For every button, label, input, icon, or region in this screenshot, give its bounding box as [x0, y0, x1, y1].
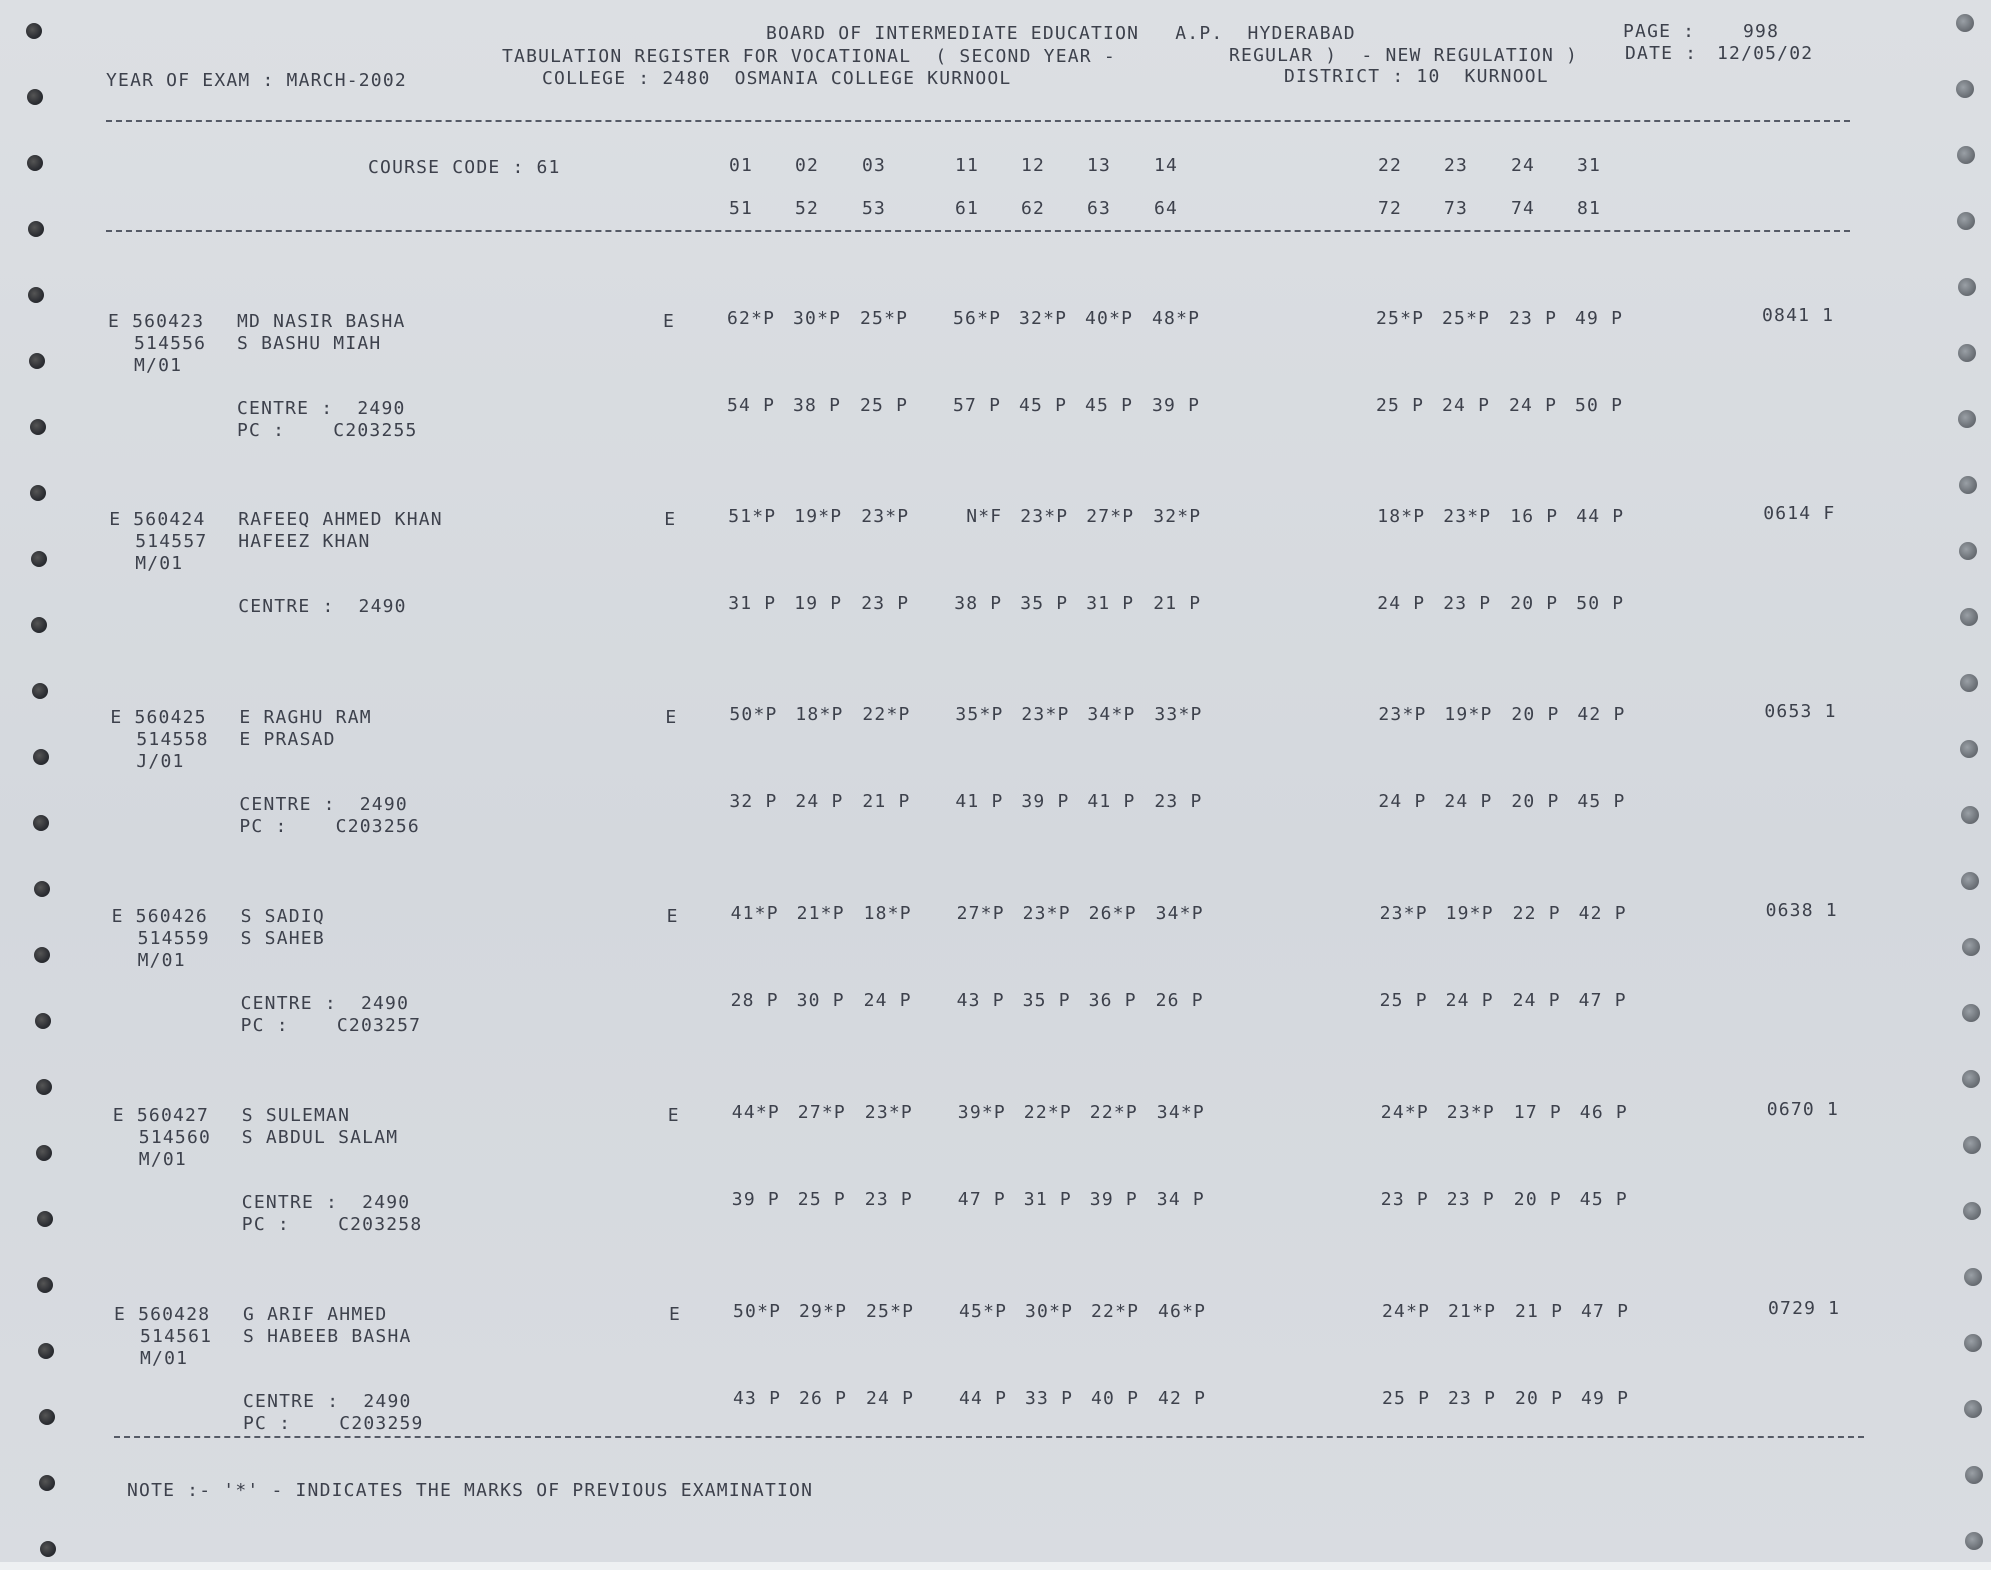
- board-title: BOARD OF INTERMEDIATE EDUCATION A.P. HYDERABAD: [766, 23, 1356, 44]
- father-name: S SAHEB: [240, 928, 325, 949]
- feed-hole: [29, 353, 45, 369]
- centre-code: CENTRE : 2490: [237, 398, 406, 419]
- feed-hole: [1964, 1400, 1982, 1418]
- result-total: 0841 1: [1762, 305, 1835, 326]
- subject-code: 11: [955, 155, 980, 176]
- result-total: 0638 1: [1765, 900, 1838, 921]
- second-year-mark: 54 P: [727, 395, 776, 416]
- second-year-mark: 57 P: [953, 395, 1002, 416]
- second-year-mark: 24 P: [795, 791, 844, 812]
- first-year-mark: 24*P: [1380, 1102, 1429, 1123]
- medium: E: [663, 311, 676, 332]
- second-year-mark: 21 P: [1153, 593, 1202, 614]
- year-of-exam: YEAR OF EXAM : MARCH-2002: [106, 70, 407, 91]
- feed-hole: [37, 1211, 53, 1227]
- first-year-mark: 30*P: [793, 308, 842, 329]
- second-year-mark: 31 P: [1086, 593, 1135, 614]
- first-year-mark: 25*P: [860, 308, 909, 329]
- second-year-mark: 38 P: [793, 395, 842, 416]
- first-year-mark: N*F: [954, 506, 1003, 527]
- date-label: DATE :: [1625, 43, 1698, 64]
- second-year-mark: 50 P: [1575, 395, 1624, 416]
- second-year-mark: 41 P: [955, 791, 1004, 812]
- first-year-mark: 50*P: [729, 704, 778, 725]
- footnote: NOTE :- '*' - INDICATES THE MARKS OF PREVIOUS EXAMINATION: [127, 1480, 814, 1501]
- paper-edge: [0, 1562, 1991, 1570]
- centre-code: CENTRE : 2490: [243, 1391, 412, 1412]
- second-year-mark: 33 P: [1025, 1388, 1074, 1409]
- second-year-mark: 24 P: [1444, 791, 1493, 812]
- group-code: J/01: [136, 751, 185, 772]
- second-year-mark: 44 P: [959, 1388, 1008, 1409]
- course-code: COURSE CODE : 61: [368, 157, 561, 178]
- feed-hole: [31, 551, 47, 567]
- feed-hole: [1964, 1268, 1982, 1286]
- pc-number: PC : C203257: [240, 1015, 422, 1036]
- feed-hole: [1964, 1334, 1982, 1352]
- register-title: TABULATION REGISTER FOR VOCATIONAL ( SECOND YEAR -: [502, 46, 1116, 67]
- medium: E: [669, 1304, 682, 1325]
- second-year-mark: 45 P: [1577, 791, 1626, 812]
- first-year-mark: 23*P: [1022, 903, 1071, 924]
- father-name: E PRASAD: [239, 729, 336, 750]
- first-year-mark: 49 P: [1575, 308, 1624, 329]
- second-year-mark: 24 P: [1445, 990, 1494, 1011]
- subject-code: 31: [1577, 155, 1602, 176]
- subject-code: 24: [1511, 155, 1536, 176]
- second-year-mark: 45 P: [1579, 1189, 1628, 1210]
- first-year-mark: 21 P: [1515, 1301, 1564, 1322]
- first-year-mark: 34*P: [1087, 704, 1136, 725]
- first-year-mark: 46 P: [1579, 1102, 1628, 1123]
- first-year-mark: 22*P: [1089, 1102, 1138, 1123]
- subject-code: 13: [1087, 155, 1112, 176]
- second-year-mark: 24 P: [866, 1388, 915, 1409]
- first-year-mark: 62*P: [727, 308, 776, 329]
- first-year-mark: 45*P: [959, 1301, 1008, 1322]
- second-year-mark: 24 P: [1512, 990, 1561, 1011]
- feed-hole: [31, 617, 47, 633]
- result-total: 0670 1: [1766, 1099, 1840, 1120]
- feed-hole: [1960, 674, 1978, 692]
- second-year-mark: 41 P: [1087, 791, 1136, 812]
- first-year-mark: 34*P: [1155, 903, 1204, 924]
- feed-hole: [1956, 80, 1974, 98]
- second-year-mark: 25 P: [860, 395, 909, 416]
- feed-hole: [34, 881, 50, 897]
- second-year-mark: 39 P: [1089, 1189, 1138, 1210]
- medium: E: [664, 509, 677, 530]
- first-year-mark: 42 P: [1578, 903, 1627, 924]
- first-year-mark: 23*P: [861, 506, 910, 527]
- second-year-mark: 23 P: [1448, 1388, 1497, 1409]
- second-year-mark: 47 P: [1578, 990, 1627, 1011]
- second-year-mark: 28 P: [730, 990, 779, 1011]
- first-year-mark: 23*P: [1446, 1102, 1495, 1123]
- second-year-mark: 19 P: [794, 593, 843, 614]
- subject-code: 12: [1021, 155, 1046, 176]
- subject-code: 23: [1444, 155, 1469, 176]
- hall-ticket-number: E 560427: [112, 1105, 210, 1126]
- first-year-mark: 56*P: [953, 308, 1002, 329]
- pc-number: PC : C203258: [241, 1214, 423, 1235]
- centre-code: CENTRE : 2490: [239, 794, 408, 815]
- feed-hole: [1956, 14, 1974, 32]
- result-total: 0729 1: [1768, 1298, 1841, 1319]
- result-total: 0614 F: [1763, 503, 1836, 524]
- second-year-mark: 40 P: [1091, 1388, 1140, 1409]
- second-year-mark: 49 P: [1581, 1388, 1630, 1409]
- first-year-mark: 33*P: [1154, 704, 1203, 725]
- subject-code: 14: [1154, 155, 1179, 176]
- second-year-mark: 23 P: [1446, 1189, 1495, 1210]
- subject-code: 64: [1154, 198, 1179, 219]
- first-year-mark: 40*P: [1085, 308, 1134, 329]
- second-year-mark: 25 P: [1376, 395, 1425, 416]
- first-year-mark: 48*P: [1152, 308, 1201, 329]
- candidate-name: RAFEEQ AHMED KHAN: [238, 509, 443, 530]
- pc-number: PC : C203259: [243, 1413, 424, 1434]
- subject-code: 01: [729, 155, 754, 176]
- feed-hole: [35, 1013, 51, 1029]
- feed-hole: [36, 1145, 52, 1161]
- feed-hole: [1963, 1136, 1981, 1154]
- subject-code: 03: [862, 155, 887, 176]
- pc-number: PC : C203255: [237, 420, 418, 441]
- subject-code: 22: [1378, 155, 1403, 176]
- second-year-mark: 45 P: [1019, 395, 1068, 416]
- feed-hole: [1957, 212, 1975, 230]
- second-year-mark: 34 P: [1156, 1189, 1205, 1210]
- first-year-mark: 19*P: [794, 506, 843, 527]
- second-year-mark: 30 P: [796, 990, 845, 1011]
- second-year-mark: 24 P: [863, 990, 912, 1011]
- group-code: M/01: [138, 1149, 187, 1170]
- feed-hole: [37, 1277, 53, 1293]
- first-year-mark: 21*P: [1448, 1301, 1497, 1322]
- registration-number: 514561: [140, 1326, 213, 1347]
- feed-hole: [28, 221, 44, 237]
- feed-hole: [1958, 344, 1976, 362]
- second-year-mark: 36 P: [1088, 990, 1137, 1011]
- second-year-mark: 35 P: [1022, 990, 1071, 1011]
- feed-hole: [1965, 1466, 1983, 1484]
- second-year-mark: 24 P: [1378, 791, 1427, 812]
- first-year-mark: 19*P: [1445, 903, 1494, 924]
- first-year-mark: 27*P: [1086, 506, 1135, 527]
- second-year-mark: 39 P: [1021, 791, 1070, 812]
- father-name: S ABDUL SALAM: [241, 1127, 399, 1148]
- first-year-mark: 19*P: [1444, 704, 1493, 725]
- first-year-mark: 17 P: [1513, 1102, 1562, 1123]
- result-total: 0653 1: [1764, 701, 1837, 722]
- divider-bottom: [114, 1436, 1864, 1438]
- first-year-mark: 29*P: [799, 1301, 848, 1322]
- first-year-mark: 22*P: [1091, 1301, 1140, 1322]
- subject-code: 51: [729, 198, 754, 219]
- second-year-mark: 20 P: [1511, 791, 1560, 812]
- feed-hole: [32, 683, 48, 699]
- subject-code: 63: [1087, 198, 1112, 219]
- second-year-mark: 23 P: [864, 1189, 913, 1210]
- second-year-mark: 24 P: [1509, 395, 1558, 416]
- subject-code: 52: [795, 198, 820, 219]
- candidate-name: S SADIQ: [240, 906, 325, 927]
- hall-ticket-number: E 560428: [114, 1304, 211, 1325]
- first-year-mark: 23 P: [1509, 308, 1558, 329]
- feed-hole: [39, 1475, 55, 1491]
- feed-hole: [33, 815, 49, 831]
- feed-hole: [1957, 146, 1975, 164]
- first-year-mark: 18*P: [863, 903, 912, 924]
- feed-hole: [33, 749, 49, 765]
- second-year-mark: 20 P: [1513, 1189, 1562, 1210]
- group-code: M/01: [135, 553, 184, 574]
- feed-hole: [30, 485, 46, 501]
- feed-hole: [36, 1079, 52, 1095]
- first-year-mark: 21*P: [796, 903, 845, 924]
- second-year-mark: 21 P: [862, 791, 911, 812]
- second-year-mark: 31 P: [1023, 1189, 1072, 1210]
- first-year-mark: 26*P: [1088, 903, 1137, 924]
- feed-hole: [1963, 1202, 1981, 1220]
- candidate-name: S SULEMAN: [241, 1105, 351, 1126]
- first-year-mark: 22*P: [862, 704, 911, 725]
- feed-hole: [1960, 740, 1978, 758]
- first-year-mark: 51*P: [728, 506, 777, 527]
- candidate-name: G ARIF AHMED: [243, 1304, 388, 1325]
- second-year-mark: 38 P: [954, 593, 1003, 614]
- candidate-name: E RAGHU RAM: [239, 707, 372, 728]
- feed-hole: [1961, 872, 1979, 890]
- group-code: M/01: [137, 950, 186, 971]
- first-year-mark: 32*P: [1019, 308, 1068, 329]
- second-year-mark: 43 P: [733, 1388, 782, 1409]
- hall-ticket-number: E 560424: [109, 509, 206, 530]
- feed-hole: [1958, 278, 1976, 296]
- divider-header: [106, 230, 1850, 232]
- second-year-mark: 26 P: [799, 1388, 848, 1409]
- subject-code: 61: [955, 198, 980, 219]
- first-year-mark: 35*P: [955, 704, 1004, 725]
- second-year-mark: 45 P: [1085, 395, 1134, 416]
- second-year-mark: 20 P: [1515, 1388, 1564, 1409]
- feed-hole: [1958, 410, 1976, 428]
- second-year-mark: 32 P: [729, 791, 778, 812]
- second-year-mark: 35 P: [1020, 593, 1069, 614]
- second-year-mark: 39 P: [1152, 395, 1201, 416]
- first-year-mark: 25*P: [1442, 308, 1491, 329]
- first-year-mark: 18*P: [1377, 506, 1426, 527]
- first-year-mark: 25*P: [866, 1301, 915, 1322]
- feed-hole: [39, 1409, 55, 1425]
- centre-code: CENTRE : 2490: [241, 1192, 411, 1213]
- second-year-mark: 24 P: [1377, 593, 1426, 614]
- first-year-mark: 27*P: [797, 1102, 846, 1123]
- second-year-mark: 23 P: [1443, 593, 1492, 614]
- first-year-mark: 34*P: [1156, 1102, 1205, 1123]
- second-year-mark: 23 P: [1154, 791, 1203, 812]
- second-year-mark: 23 P: [1380, 1189, 1429, 1210]
- first-year-mark: 23*P: [1020, 506, 1069, 527]
- second-year-mark: 26 P: [1155, 990, 1204, 1011]
- feed-hole: [1960, 608, 1978, 626]
- subject-code: 62: [1021, 198, 1046, 219]
- first-year-mark: 47 P: [1581, 1301, 1630, 1322]
- subject-code: 53: [862, 198, 887, 219]
- second-year-mark: 39 P: [731, 1189, 780, 1210]
- feed-hole: [27, 155, 43, 171]
- registration-number: 514559: [137, 928, 210, 949]
- first-year-mark: 23*P: [1378, 704, 1427, 725]
- centre-code: CENTRE : 2490: [238, 596, 407, 617]
- candidate-name: MD NASIR BASHA: [237, 311, 406, 332]
- second-year-mark: 20 P: [1510, 593, 1559, 614]
- first-year-mark: 16 P: [1510, 506, 1559, 527]
- district-info: DISTRICT : 10 KURNOOL: [1284, 66, 1549, 87]
- group-code: M/01: [140, 1348, 189, 1369]
- subject-code: 81: [1577, 198, 1602, 219]
- registration-number: 514556: [134, 333, 207, 354]
- registration-number: 514557: [135, 531, 208, 552]
- first-year-mark: 20 P: [1511, 704, 1560, 725]
- feed-hole: [38, 1343, 54, 1359]
- first-year-mark: 18*P: [795, 704, 844, 725]
- first-year-mark: 32*P: [1153, 506, 1202, 527]
- first-year-mark: 23*P: [1443, 506, 1492, 527]
- father-name: S BASHU MIAH: [237, 333, 382, 354]
- feed-hole: [1961, 806, 1979, 824]
- medium: E: [665, 707, 678, 728]
- feed-hole: [1962, 1070, 1980, 1088]
- first-year-mark: 44*P: [731, 1102, 780, 1123]
- feed-hole: [1959, 476, 1977, 494]
- feed-hole: [27, 89, 43, 105]
- hall-ticket-number: E 560425: [110, 707, 207, 728]
- second-year-mark: 50 P: [1576, 593, 1625, 614]
- second-year-mark: 31 P: [728, 593, 777, 614]
- feed-hole: [1959, 542, 1977, 560]
- first-year-mark: 23*P: [1021, 704, 1070, 725]
- first-year-mark: 46*P: [1158, 1301, 1207, 1322]
- second-year-mark: 24 P: [1442, 395, 1491, 416]
- second-year-mark: 42 P: [1158, 1388, 1207, 1409]
- page-number: 998: [1743, 21, 1780, 42]
- first-year-mark: 30*P: [1025, 1301, 1074, 1322]
- first-year-mark: 25*P: [1376, 308, 1425, 329]
- registration-number: 514560: [138, 1127, 212, 1148]
- first-year-mark: 44 P: [1576, 506, 1625, 527]
- second-year-mark: 25 P: [1379, 990, 1428, 1011]
- second-year-mark: 43 P: [956, 990, 1005, 1011]
- first-year-mark: 27*P: [956, 903, 1005, 924]
- feed-hole: [28, 287, 44, 303]
- father-name: S HABEEB BASHA: [243, 1326, 412, 1347]
- father-name: HAFEEZ KHAN: [238, 531, 371, 552]
- centre-code: CENTRE : 2490: [240, 993, 410, 1014]
- first-year-mark: 42 P: [1577, 704, 1626, 725]
- medium: E: [666, 906, 679, 927]
- first-year-mark: 22 P: [1512, 903, 1561, 924]
- college-info: COLLEGE : 2480 OSMANIA COLLEGE KURNOOL: [542, 68, 1012, 89]
- date-value: 12/05/02: [1717, 43, 1814, 64]
- hall-ticket-number: E 560423: [108, 311, 205, 332]
- hall-ticket-number: E 560426: [111, 906, 208, 927]
- subject-code: 73: [1444, 198, 1469, 219]
- subject-code: 74: [1511, 198, 1536, 219]
- medium: E: [667, 1105, 680, 1126]
- feed-hole: [34, 947, 50, 963]
- pc-number: PC : C203256: [239, 816, 420, 837]
- feed-hole: [1965, 1532, 1983, 1550]
- second-year-mark: 25 P: [797, 1189, 846, 1210]
- feed-hole: [1962, 1004, 1980, 1022]
- regulation-text: REGULAR ) - NEW REGULATION ): [1229, 45, 1579, 66]
- first-year-mark: 50*P: [733, 1301, 782, 1322]
- page-label: PAGE :: [1623, 21, 1696, 42]
- group-code: M/01: [134, 355, 183, 376]
- second-year-mark: 47 P: [957, 1189, 1006, 1210]
- first-year-mark: 23*P: [864, 1102, 913, 1123]
- first-year-mark: 23*P: [1379, 903, 1428, 924]
- feed-hole: [1962, 938, 1980, 956]
- first-year-mark: 41*P: [730, 903, 779, 924]
- subject-code: 02: [795, 155, 820, 176]
- first-year-mark: 24*P: [1382, 1301, 1431, 1322]
- second-year-mark: 23 P: [861, 593, 910, 614]
- feed-hole: [30, 419, 46, 435]
- subject-code: 72: [1378, 198, 1403, 219]
- first-year-mark: 22*P: [1023, 1102, 1072, 1123]
- feed-hole: [40, 1541, 56, 1557]
- feed-hole: [26, 23, 42, 39]
- divider-top: [106, 120, 1850, 122]
- second-year-mark: 25 P: [1382, 1388, 1431, 1409]
- first-year-mark: 39*P: [957, 1102, 1006, 1123]
- registration-number: 514558: [136, 729, 209, 750]
